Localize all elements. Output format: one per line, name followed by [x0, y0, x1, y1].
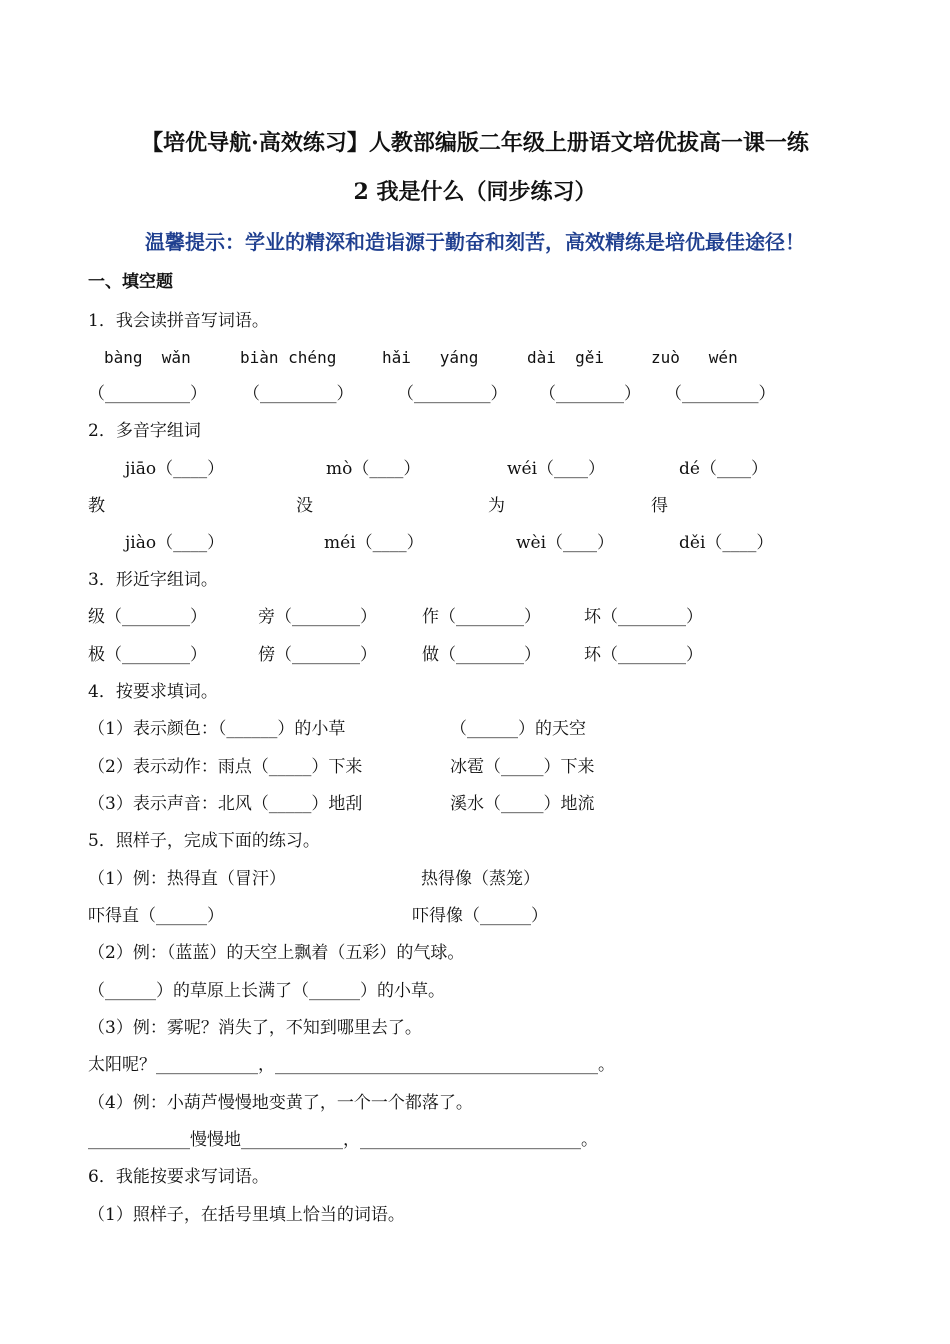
polyphone-reading[interactable]: wèi（____）: [516, 533, 615, 553]
question-1-prompt: 1．我会读拼音写词语。: [88, 311, 269, 331]
fill-word-line[interactable]: （3）表示声音：北风（_____）地刮: [88, 794, 363, 814]
tip-banner: 温馨提示：学业的精深和造诣源于勤奋和刻苦，高效精练是培优最佳途径！: [145, 230, 805, 254]
fill-line[interactable]: 吓得直（______）: [88, 906, 224, 926]
polyphone-reading[interactable]: méi（____）: [324, 533, 424, 553]
polyphone-reading[interactable]: dé（____）: [679, 459, 768, 479]
example-text: （2）例：（蓝蓝）的天空上飘着（五彩）的气球。: [88, 943, 465, 963]
fill-word-line[interactable]: （1）表示颜色：（______）的小草: [88, 719, 346, 739]
page-title: 【培优导航·高效练习】人教部编版二年级上册语文培优拔高一课一练: [141, 130, 809, 156]
similar-char-blank[interactable]: 傍（________）: [258, 645, 377, 665]
question-6-prompt: 6．我能按要求写词语。: [88, 1167, 269, 1187]
polyphone-reading[interactable]: děi（____）: [679, 533, 774, 553]
question-2-prompt: 2．多音字组词: [88, 421, 201, 441]
similar-char-blank[interactable]: 级（________）: [88, 607, 207, 627]
similar-char-blank[interactable]: 做（________）: [422, 645, 541, 665]
example-text: （1）例：热得直（冒汗）: [88, 869, 286, 889]
fill-word-line[interactable]: 冰雹（_____）下来: [450, 757, 595, 777]
fill-line[interactable]: ____________慢慢地____________，__________________________。: [88, 1130, 598, 1150]
lesson-subtitle: 2 我是什么（同步练习）: [353, 179, 597, 205]
similar-char-blank[interactable]: 极（________）: [88, 645, 207, 665]
section-heading: 一、填空题: [88, 272, 173, 292]
similar-char-blank[interactable]: 作（________）: [422, 607, 541, 627]
fill-line[interactable]: 太阳呢？____________，______________________________________。: [88, 1055, 615, 1075]
example-text: （3）例：雾呢？消失了，不知到哪里去了。: [88, 1018, 422, 1038]
sub-question-prompt: （1）照样子，在括号里填上恰当的词语。: [88, 1205, 405, 1225]
polyphone-char: 为: [488, 496, 505, 516]
question-4-prompt: 4．按要求填词。: [88, 682, 218, 702]
fill-word-line[interactable]: （______）的天空: [450, 719, 586, 739]
example-text: （4）例：小葫芦慢慢地变黄了，一个一个都落了。: [88, 1093, 473, 1113]
fill-line[interactable]: 吓得像（______）: [412, 906, 548, 926]
polyphone-reading[interactable]: jiào（____）: [125, 533, 225, 553]
similar-char-blank[interactable]: 旁（________）: [258, 607, 377, 627]
fill-word-line[interactable]: （2）表示动作：雨点（_____）下来: [88, 757, 363, 777]
answer-blank[interactable]: （_________）: [243, 384, 354, 404]
similar-char-blank[interactable]: 坏（________）: [584, 607, 703, 627]
example-text: 热得像（蒸笼）: [421, 869, 540, 889]
fill-line[interactable]: （______）的草原上长满了（______）的小草。: [88, 981, 445, 1001]
polyphone-reading[interactable]: wéi（____）: [507, 459, 606, 479]
answer-blank[interactable]: （_________）: [397, 384, 508, 404]
polyphone-char: 没: [296, 496, 313, 516]
fill-word-line[interactable]: 溪水（_____）地流: [450, 794, 595, 814]
question-5-prompt: 5．照样子，完成下面的练习。: [88, 831, 320, 851]
pinyin-1: bàng wǎn: [104, 348, 191, 367]
polyphone-reading[interactable]: jiāo（____）: [125, 459, 225, 479]
pinyin-3: hǎi yáng: [382, 348, 479, 367]
answer-blank[interactable]: （_________）: [665, 384, 776, 404]
answer-blank[interactable]: （__________）: [88, 384, 207, 404]
pinyin-5: zuò wén: [651, 348, 738, 367]
similar-char-blank[interactable]: 环（________）: [584, 645, 703, 665]
question-3-prompt: 3．形近字组词。: [88, 570, 218, 590]
polyphone-char: 教: [88, 496, 105, 516]
polyphone-char: 得: [651, 496, 668, 516]
answer-blank[interactable]: （________）: [539, 384, 641, 404]
pinyin-4: dài gěi: [527, 348, 605, 367]
polyphone-reading[interactable]: mò（____）: [326, 459, 421, 479]
pinyin-2: biàn chéng: [240, 348, 337, 367]
